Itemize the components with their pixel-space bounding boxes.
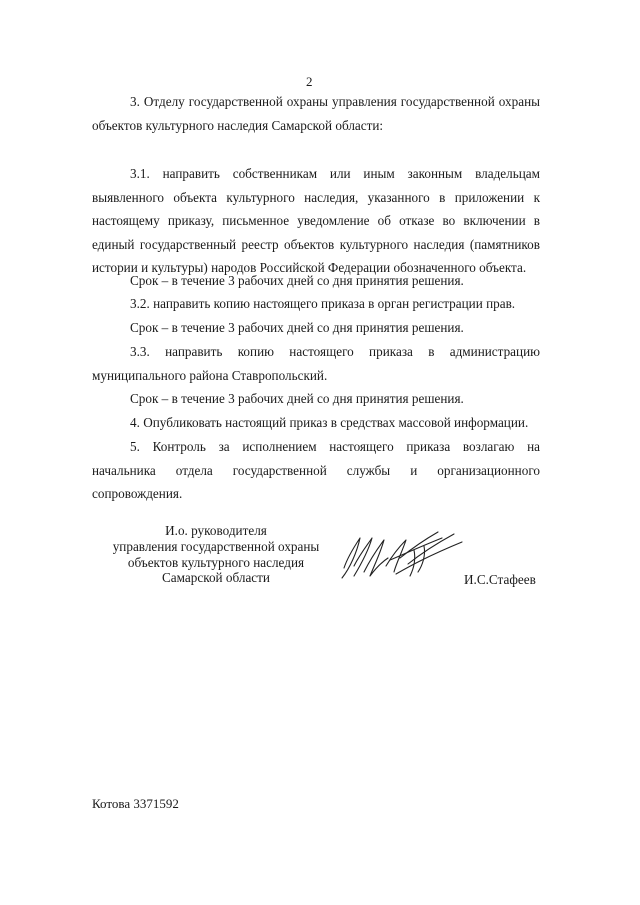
paragraph-3-1: 3.1. направить собственникам или иным законным владельцам выявленного объекта культурного наследия, указанного в приложении к настоящему приказу, письменное уведомление об отказе во включении в единый государственный реестр объектов культурного наследия (памятников истории и культуры) народов Российской Федерации обозначенного объекта. (92, 166, 540, 275)
paragraph-3-2: 3.2. направить копию настоящего приказа в орган регистрации прав. (130, 296, 516, 311)
paragraph-3: 3. Отделу государственной охраны управления государственной охраны объектов культурного наследия Самарской области: (92, 94, 540, 133)
deadline-3-1: Срок – в течение 3 рабочих дней со дня принятия решения. (130, 273, 464, 288)
paragraph-4: 4. Опубликовать настоящий приказ в средствах массовой информации. (130, 415, 529, 430)
deadline-3-2: Срок – в течение 3 рабочих дней со дня принятия решения. (130, 320, 464, 335)
position-line: Самарской области (162, 570, 270, 586)
executor-note: Котова 3371592 (92, 796, 179, 811)
signatory-position (104, 523, 328, 586)
position-line: И.о. руководителя (165, 523, 267, 538)
page-number: 2 (306, 74, 313, 89)
position-line: управления государственной охраны (112, 538, 320, 554)
position-line: объектов культурного наследия (127, 554, 305, 570)
deadline-3-3: Срок – в течение 3 рабочих дней со дня принятия решения. (130, 391, 464, 406)
paragraph-5: 5. Контроль за исполнением настоящего приказа возлагаю на начальника отдела государственной службы и организационного сопровождения. (92, 439, 540, 501)
paragraph-3-3: 3.3. направить копию настоящего приказа в администрацию муниципального района Ставропольский. (92, 344, 540, 383)
signatory-name: И.С.Стафеев (464, 572, 536, 587)
handwritten-signature (330, 520, 470, 600)
